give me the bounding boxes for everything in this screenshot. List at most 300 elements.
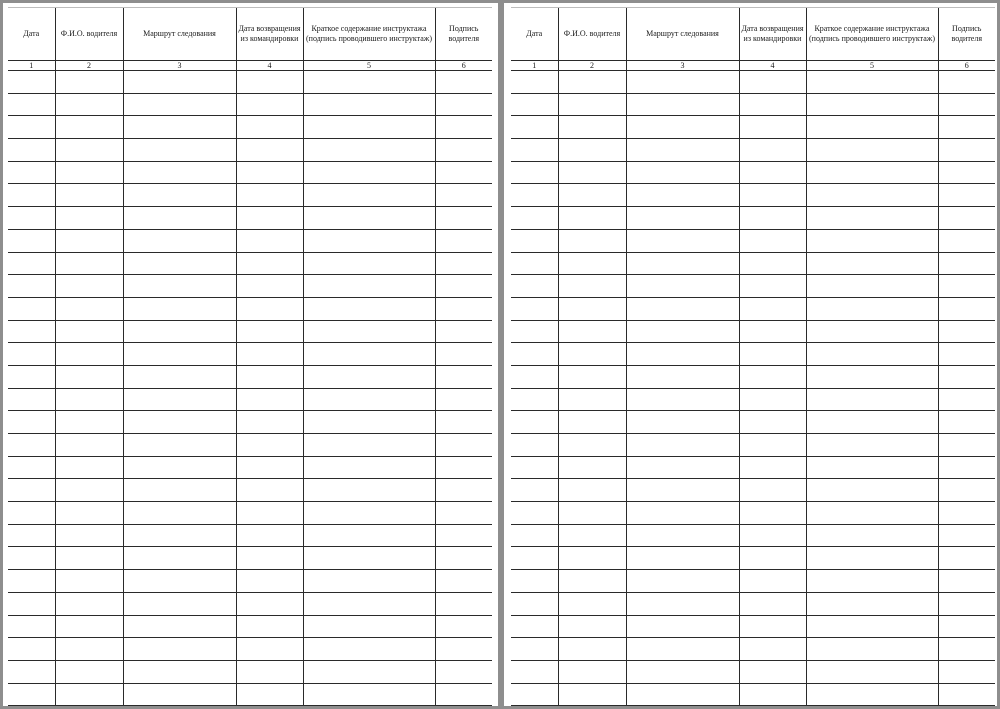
- table-cell[interactable]: [303, 660, 435, 683]
- table-cell[interactable]: [55, 524, 123, 547]
- table-cell[interactable]: [806, 411, 938, 434]
- table-cell[interactable]: [938, 252, 995, 275]
- table-cell[interactable]: [55, 116, 123, 139]
- table-cell[interactable]: [236, 116, 303, 139]
- table-cell[interactable]: [303, 71, 435, 94]
- table-cell[interactable]: [236, 411, 303, 434]
- table-cell[interactable]: [8, 502, 55, 525]
- table-cell[interactable]: [739, 93, 806, 116]
- table-cell[interactable]: [626, 660, 739, 683]
- table-cell[interactable]: [626, 71, 739, 94]
- table-cell[interactable]: [435, 524, 492, 547]
- table-cell[interactable]: [303, 570, 435, 593]
- table-cell[interactable]: [435, 502, 492, 525]
- table-cell[interactable]: [739, 139, 806, 162]
- table-cell[interactable]: [55, 365, 123, 388]
- table-cell[interactable]: [8, 93, 55, 116]
- table-cell[interactable]: [303, 343, 435, 366]
- table-cell[interactable]: [236, 275, 303, 298]
- table-cell[interactable]: [511, 638, 558, 661]
- table-cell[interactable]: [8, 615, 55, 638]
- table-cell[interactable]: [739, 320, 806, 343]
- table-cell[interactable]: [236, 388, 303, 411]
- table-cell[interactable]: [806, 71, 938, 94]
- table-cell[interactable]: [123, 411, 236, 434]
- table-cell[interactable]: [303, 638, 435, 661]
- table-cell[interactable]: [435, 660, 492, 683]
- table-cell[interactable]: [8, 411, 55, 434]
- table-cell[interactable]: [8, 343, 55, 366]
- table-cell[interactable]: [55, 638, 123, 661]
- table-cell[interactable]: [739, 615, 806, 638]
- table-cell[interactable]: [806, 683, 938, 706]
- table-cell[interactable]: [303, 184, 435, 207]
- table-cell[interactable]: [303, 139, 435, 162]
- table-cell[interactable]: [123, 252, 236, 275]
- table-cell[interactable]: [435, 116, 492, 139]
- table-cell[interactable]: [558, 207, 626, 230]
- table-cell[interactable]: [236, 365, 303, 388]
- table-cell[interactable]: [435, 592, 492, 615]
- table-cell[interactable]: [938, 456, 995, 479]
- table-cell[interactable]: [739, 365, 806, 388]
- table-cell[interactable]: [739, 252, 806, 275]
- table-cell[interactable]: [55, 207, 123, 230]
- table-cell[interactable]: [303, 365, 435, 388]
- table-cell[interactable]: [558, 570, 626, 593]
- table-cell[interactable]: [739, 547, 806, 570]
- table-cell[interactable]: [626, 524, 739, 547]
- table-cell[interactable]: [8, 297, 55, 320]
- table-cell[interactable]: [739, 297, 806, 320]
- table-cell[interactable]: [55, 161, 123, 184]
- table-cell[interactable]: [511, 207, 558, 230]
- table-cell[interactable]: [435, 479, 492, 502]
- table-cell[interactable]: [938, 93, 995, 116]
- table-cell[interactable]: [236, 456, 303, 479]
- table-cell[interactable]: [123, 660, 236, 683]
- table-cell[interactable]: [435, 229, 492, 252]
- table-cell[interactable]: [8, 275, 55, 298]
- table-cell[interactable]: [558, 638, 626, 661]
- table-cell[interactable]: [435, 570, 492, 593]
- table-cell[interactable]: [558, 229, 626, 252]
- table-cell[interactable]: [558, 161, 626, 184]
- table-cell[interactable]: [626, 93, 739, 116]
- table-cell[interactable]: [236, 638, 303, 661]
- table-cell[interactable]: [806, 592, 938, 615]
- table-cell[interactable]: [558, 479, 626, 502]
- table-cell[interactable]: [806, 502, 938, 525]
- table-cell[interactable]: [8, 660, 55, 683]
- table-cell[interactable]: [938, 320, 995, 343]
- table-cell[interactable]: [558, 252, 626, 275]
- table-cell[interactable]: [236, 524, 303, 547]
- table-cell[interactable]: [303, 479, 435, 502]
- table-cell[interactable]: [739, 343, 806, 366]
- table-cell[interactable]: [511, 229, 558, 252]
- table-cell[interactable]: [938, 615, 995, 638]
- table-cell[interactable]: [123, 71, 236, 94]
- table-cell[interactable]: [558, 502, 626, 525]
- table-cell[interactable]: [806, 660, 938, 683]
- table-cell[interactable]: [558, 683, 626, 706]
- table-cell[interactable]: [558, 116, 626, 139]
- table-cell[interactable]: [511, 343, 558, 366]
- table-cell[interactable]: [435, 638, 492, 661]
- table-cell[interactable]: [739, 116, 806, 139]
- table-cell[interactable]: [511, 320, 558, 343]
- table-cell[interactable]: [123, 184, 236, 207]
- table-cell[interactable]: [739, 570, 806, 593]
- table-cell[interactable]: [236, 252, 303, 275]
- table-cell[interactable]: [8, 229, 55, 252]
- table-cell[interactable]: [55, 229, 123, 252]
- table-cell[interactable]: [626, 547, 739, 570]
- table-cell[interactable]: [806, 365, 938, 388]
- table-cell[interactable]: [123, 365, 236, 388]
- table-cell[interactable]: [739, 275, 806, 298]
- table-cell[interactable]: [806, 184, 938, 207]
- table-cell[interactable]: [511, 275, 558, 298]
- table-cell[interactable]: [55, 139, 123, 162]
- table-cell[interactable]: [938, 207, 995, 230]
- table-cell[interactable]: [806, 456, 938, 479]
- table-cell[interactable]: [739, 592, 806, 615]
- table-cell[interactable]: [626, 184, 739, 207]
- table-cell[interactable]: [123, 638, 236, 661]
- table-cell[interactable]: [303, 252, 435, 275]
- table-cell[interactable]: [511, 592, 558, 615]
- table-cell[interactable]: [435, 615, 492, 638]
- table-cell[interactable]: [303, 275, 435, 298]
- table-cell[interactable]: [806, 388, 938, 411]
- table-cell[interactable]: [626, 615, 739, 638]
- table-cell[interactable]: [806, 116, 938, 139]
- table-cell[interactable]: [739, 434, 806, 457]
- table-cell[interactable]: [8, 116, 55, 139]
- table-cell[interactable]: [806, 343, 938, 366]
- table-cell[interactable]: [558, 320, 626, 343]
- table-cell[interactable]: [938, 502, 995, 525]
- table-cell[interactable]: [938, 275, 995, 298]
- table-cell[interactable]: [303, 592, 435, 615]
- table-cell[interactable]: [626, 388, 739, 411]
- table-cell[interactable]: [739, 456, 806, 479]
- table-cell[interactable]: [123, 479, 236, 502]
- table-cell[interactable]: [123, 434, 236, 457]
- table-cell[interactable]: [511, 547, 558, 570]
- table-cell[interactable]: [8, 365, 55, 388]
- table-cell[interactable]: [739, 660, 806, 683]
- table-cell[interactable]: [123, 456, 236, 479]
- table-cell[interactable]: [626, 479, 739, 502]
- table-cell[interactable]: [626, 592, 739, 615]
- table-cell[interactable]: [123, 502, 236, 525]
- table-cell[interactable]: [739, 683, 806, 706]
- table-cell[interactable]: [55, 252, 123, 275]
- table-cell[interactable]: [626, 456, 739, 479]
- table-cell[interactable]: [626, 320, 739, 343]
- table-cell[interactable]: [8, 592, 55, 615]
- table-cell[interactable]: [435, 297, 492, 320]
- table-cell[interactable]: [511, 116, 558, 139]
- table-cell[interactable]: [435, 275, 492, 298]
- table-cell[interactable]: [806, 229, 938, 252]
- table-cell[interactable]: [558, 275, 626, 298]
- table-cell[interactable]: [8, 434, 55, 457]
- table-cell[interactable]: [938, 184, 995, 207]
- table-cell[interactable]: [123, 343, 236, 366]
- table-cell[interactable]: [626, 343, 739, 366]
- table-cell[interactable]: [8, 252, 55, 275]
- table-cell[interactable]: [938, 683, 995, 706]
- table-cell[interactable]: [938, 547, 995, 570]
- table-cell[interactable]: [938, 524, 995, 547]
- table-cell[interactable]: [303, 229, 435, 252]
- table-cell[interactable]: [511, 434, 558, 457]
- table-cell[interactable]: [739, 388, 806, 411]
- table-cell[interactable]: [938, 411, 995, 434]
- table-cell[interactable]: [303, 116, 435, 139]
- table-cell[interactable]: [236, 502, 303, 525]
- table-cell[interactable]: [435, 547, 492, 570]
- table-cell[interactable]: [8, 638, 55, 661]
- table-cell[interactable]: [303, 411, 435, 434]
- table-cell[interactable]: [806, 434, 938, 457]
- table-cell[interactable]: [303, 161, 435, 184]
- table-cell[interactable]: [435, 161, 492, 184]
- table-cell[interactable]: [8, 547, 55, 570]
- table-cell[interactable]: [8, 184, 55, 207]
- table-cell[interactable]: [303, 524, 435, 547]
- table-cell[interactable]: [123, 615, 236, 638]
- table-cell[interactable]: [806, 320, 938, 343]
- table-cell[interactable]: [123, 388, 236, 411]
- table-cell[interactable]: [806, 252, 938, 275]
- table-cell[interactable]: [626, 502, 739, 525]
- table-cell[interactable]: [435, 456, 492, 479]
- table-cell[interactable]: [303, 320, 435, 343]
- table-cell[interactable]: [55, 71, 123, 94]
- table-cell[interactable]: [739, 184, 806, 207]
- table-cell[interactable]: [435, 207, 492, 230]
- table-cell[interactable]: [511, 93, 558, 116]
- table-cell[interactable]: [435, 71, 492, 94]
- table-cell[interactable]: [511, 615, 558, 638]
- table-cell[interactable]: [511, 570, 558, 593]
- table-cell[interactable]: [806, 479, 938, 502]
- table-cell[interactable]: [626, 411, 739, 434]
- table-cell[interactable]: [739, 229, 806, 252]
- table-cell[interactable]: [806, 207, 938, 230]
- table-cell[interactable]: [8, 456, 55, 479]
- table-cell[interactable]: [8, 161, 55, 184]
- table-cell[interactable]: [938, 297, 995, 320]
- table-cell[interactable]: [8, 683, 55, 706]
- table-cell[interactable]: [8, 207, 55, 230]
- table-cell[interactable]: [806, 570, 938, 593]
- table-cell[interactable]: [938, 570, 995, 593]
- table-cell[interactable]: [123, 547, 236, 570]
- table-cell[interactable]: [435, 139, 492, 162]
- table-cell[interactable]: [938, 116, 995, 139]
- table-cell[interactable]: [806, 547, 938, 570]
- table-cell[interactable]: [303, 683, 435, 706]
- table-cell[interactable]: [236, 229, 303, 252]
- table-cell[interactable]: [236, 660, 303, 683]
- table-cell[interactable]: [739, 638, 806, 661]
- table-cell[interactable]: [558, 93, 626, 116]
- table-cell[interactable]: [123, 570, 236, 593]
- table-cell[interactable]: [511, 139, 558, 162]
- table-cell[interactable]: [806, 615, 938, 638]
- table-cell[interactable]: [739, 161, 806, 184]
- table-cell[interactable]: [55, 93, 123, 116]
- table-cell[interactable]: [626, 275, 739, 298]
- table-cell[interactable]: [626, 252, 739, 275]
- table-cell[interactable]: [236, 139, 303, 162]
- table-cell[interactable]: [806, 638, 938, 661]
- table-cell[interactable]: [8, 479, 55, 502]
- table-cell[interactable]: [558, 434, 626, 457]
- table-cell[interactable]: [123, 139, 236, 162]
- table-cell[interactable]: [806, 524, 938, 547]
- table-cell[interactable]: [558, 411, 626, 434]
- table-cell[interactable]: [511, 683, 558, 706]
- table-cell[interactable]: [55, 592, 123, 615]
- table-cell[interactable]: [123, 592, 236, 615]
- table-cell[interactable]: [303, 502, 435, 525]
- table-cell[interactable]: [8, 139, 55, 162]
- table-cell[interactable]: [55, 343, 123, 366]
- table-cell[interactable]: [55, 547, 123, 570]
- table-cell[interactable]: [511, 660, 558, 683]
- table-cell[interactable]: [511, 388, 558, 411]
- table-cell[interactable]: [236, 161, 303, 184]
- table-cell[interactable]: [435, 93, 492, 116]
- table-cell[interactable]: [236, 615, 303, 638]
- table-cell[interactable]: [123, 93, 236, 116]
- table-cell[interactable]: [435, 388, 492, 411]
- table-cell[interactable]: [626, 161, 739, 184]
- table-cell[interactable]: [435, 434, 492, 457]
- table-cell[interactable]: [558, 592, 626, 615]
- table-cell[interactable]: [511, 71, 558, 94]
- table-cell[interactable]: [626, 229, 739, 252]
- table-cell[interactable]: [558, 343, 626, 366]
- table-cell[interactable]: [236, 547, 303, 570]
- table-cell[interactable]: [303, 547, 435, 570]
- table-cell[interactable]: [55, 479, 123, 502]
- table-cell[interactable]: [303, 388, 435, 411]
- table-cell[interactable]: [511, 502, 558, 525]
- table-cell[interactable]: [236, 683, 303, 706]
- table-cell[interactable]: [123, 297, 236, 320]
- table-cell[interactable]: [626, 116, 739, 139]
- table-cell[interactable]: [123, 524, 236, 547]
- table-cell[interactable]: [123, 116, 236, 139]
- table-cell[interactable]: [55, 502, 123, 525]
- table-cell[interactable]: [938, 479, 995, 502]
- table-cell[interactable]: [435, 411, 492, 434]
- table-cell[interactable]: [806, 297, 938, 320]
- table-cell[interactable]: [435, 683, 492, 706]
- table-cell[interactable]: [8, 388, 55, 411]
- table-cell[interactable]: [558, 184, 626, 207]
- table-cell[interactable]: [626, 683, 739, 706]
- table-cell[interactable]: [558, 524, 626, 547]
- table-cell[interactable]: [303, 456, 435, 479]
- table-cell[interactable]: [626, 139, 739, 162]
- table-cell[interactable]: [303, 434, 435, 457]
- table-cell[interactable]: [938, 139, 995, 162]
- table-cell[interactable]: [739, 479, 806, 502]
- table-cell[interactable]: [435, 320, 492, 343]
- table-cell[interactable]: [938, 229, 995, 252]
- table-cell[interactable]: [558, 615, 626, 638]
- table-cell[interactable]: [236, 93, 303, 116]
- table-cell[interactable]: [806, 275, 938, 298]
- table-cell[interactable]: [435, 343, 492, 366]
- table-cell[interactable]: [55, 184, 123, 207]
- table-cell[interactable]: [938, 638, 995, 661]
- table-cell[interactable]: [236, 297, 303, 320]
- table-cell[interactable]: [938, 161, 995, 184]
- table-cell[interactable]: [8, 524, 55, 547]
- table-cell[interactable]: [511, 411, 558, 434]
- table-cell[interactable]: [55, 570, 123, 593]
- table-cell[interactable]: [435, 365, 492, 388]
- table-cell[interactable]: [236, 592, 303, 615]
- table-cell[interactable]: [123, 683, 236, 706]
- table-cell[interactable]: [938, 343, 995, 366]
- table-cell[interactable]: [236, 320, 303, 343]
- table-cell[interactable]: [558, 139, 626, 162]
- table-cell[interactable]: [303, 207, 435, 230]
- table-cell[interactable]: [55, 683, 123, 706]
- table-cell[interactable]: [123, 229, 236, 252]
- table-cell[interactable]: [55, 456, 123, 479]
- table-cell[interactable]: [435, 252, 492, 275]
- table-cell[interactable]: [739, 207, 806, 230]
- table-cell[interactable]: [938, 434, 995, 457]
- table-cell[interactable]: [558, 365, 626, 388]
- table-cell[interactable]: [626, 638, 739, 661]
- table-cell[interactable]: [236, 343, 303, 366]
- table-cell[interactable]: [55, 434, 123, 457]
- table-cell[interactable]: [8, 71, 55, 94]
- table-cell[interactable]: [303, 297, 435, 320]
- table-cell[interactable]: [558, 71, 626, 94]
- table-cell[interactable]: [626, 297, 739, 320]
- table-cell[interactable]: [739, 502, 806, 525]
- table-cell[interactable]: [511, 365, 558, 388]
- table-cell[interactable]: [806, 161, 938, 184]
- table-cell[interactable]: [938, 592, 995, 615]
- table-cell[interactable]: [739, 524, 806, 547]
- table-cell[interactable]: [55, 320, 123, 343]
- table-cell[interactable]: [558, 388, 626, 411]
- table-cell[interactable]: [938, 365, 995, 388]
- table-cell[interactable]: [511, 297, 558, 320]
- table-cell[interactable]: [236, 434, 303, 457]
- table-cell[interactable]: [806, 139, 938, 162]
- table-cell[interactable]: [626, 434, 739, 457]
- table-cell[interactable]: [303, 93, 435, 116]
- table-cell[interactable]: [236, 570, 303, 593]
- table-cell[interactable]: [558, 456, 626, 479]
